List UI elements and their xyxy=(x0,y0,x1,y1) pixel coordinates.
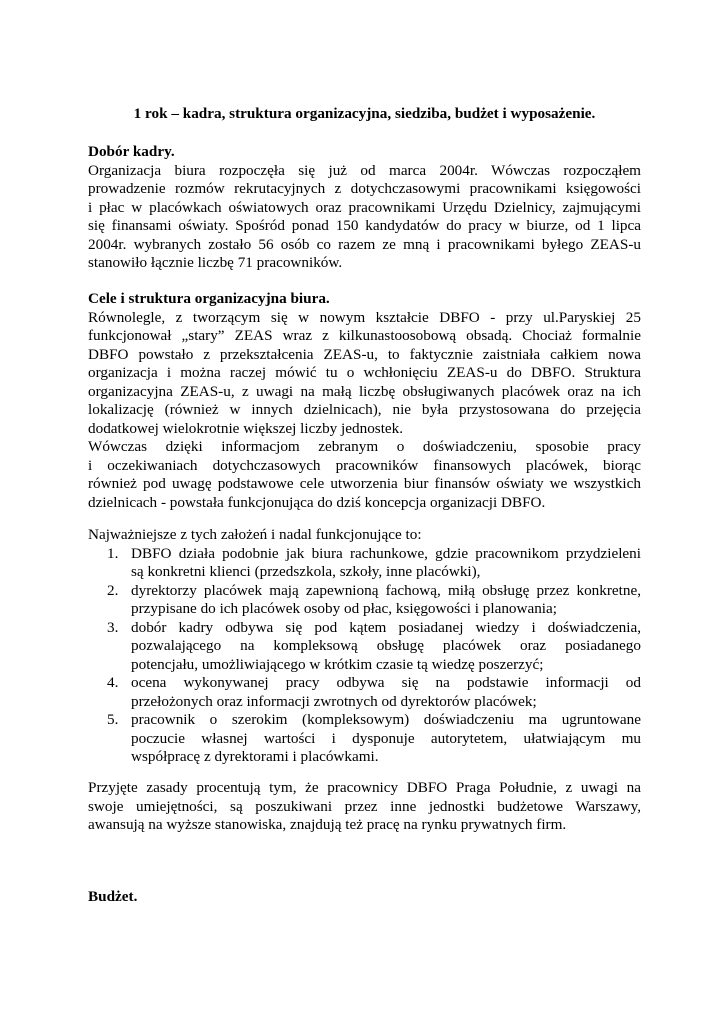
list-item-line: pozwalającego na kompleksową obsługę placówek oraz posiadanego xyxy=(131,637,641,654)
paragraph-line: dzielnicach - powstała funkcjonująca do dziś koncepcja organizacji DBFO. xyxy=(88,493,546,511)
paragraph-line: Przyjęte zasady procentują tym, że pracownicy DBFO Praga Południe, z uwagi na xyxy=(88,779,641,796)
list-item-line: potencjału, umożliwiającego w krótkim czasie tą wiedzę poszerzyć; xyxy=(131,655,544,673)
paragraph-line: DBFO powstało z przekształcenia ZEAS-u, to faktycznie zaistniała całkiem nowa xyxy=(88,345,641,363)
list-item xyxy=(88,619,641,675)
paragraph-line: dodatkowej wielokrotnie większej liczby jednostek. xyxy=(88,419,404,437)
paragraph-line: swoje umiejętności, są poszukiwani przez inne jednostki budżetowe Warszawy, xyxy=(88,797,641,815)
list-item-number: 3. xyxy=(107,618,119,636)
principles-section xyxy=(88,526,641,767)
list-item-number: 2. xyxy=(107,581,119,599)
list-item-line: pracownik o szerokim (kompleksowym) doświadczeniu ma ugruntowane xyxy=(131,711,641,728)
section-heading-budget: Budżet. xyxy=(88,888,138,905)
list-item-line: współpracę z dyrektorami i placówkami. xyxy=(131,748,379,765)
list-item-line: przełożonych oraz informacji zwrotnych od dyrektorów placówek; xyxy=(131,692,537,710)
list-item-number: 1. xyxy=(107,544,119,562)
list-item-line: przypisane do ich placówek osoby od płac, księgowości i planowania; xyxy=(131,600,557,617)
section-heading-structure: Cele i struktura organizacyjna biura. xyxy=(88,290,330,307)
paragraph-line: i oczekiwaniach dotychczasowych pracowników finansowych placówek, biorąc xyxy=(88,456,641,474)
list-item-line: DBFO działa podobnie jak biura rachunkowe, gdzie pracownikom przydzieleni xyxy=(131,544,641,562)
paragraph-line: lokalizację (również w innych dzielnicach), nie była przystosowana do przejęcia xyxy=(88,401,641,418)
paragraph-line: i płac w placówkach oświatowych oraz pracownikami Urzędu Dzielnicy, zajmującymi xyxy=(88,198,641,216)
list-item-number: 4. xyxy=(107,674,119,691)
list-item xyxy=(88,545,641,582)
paragraph-line: również pod uwagę podstawowe cele utworzenia biur finansów oświaty we wszystkich xyxy=(88,475,641,492)
section-recruitment xyxy=(88,143,641,273)
list-item-line: są konkretni klienci (przedszkola, szkoły, inne placówki), xyxy=(131,563,481,580)
paragraph-line: organizacja i można raczej mówić tu o wchłonięciu ZEAS-u do DBFO. Struktura xyxy=(88,364,641,381)
list-item xyxy=(88,582,641,619)
document-title: 1 rok – kadra, struktura organizacyjna, siedziba, budżet i wyposażenie. xyxy=(133,105,596,122)
conclusion-paragraph xyxy=(88,779,641,835)
paragraph-line: Organizacja biura rozpoczęła się już od marca 2004r. Wówczas rozpocząłem xyxy=(88,161,641,179)
section-budget xyxy=(88,888,641,907)
paragraph-line: awansują na wyższe stanowiska, znajdują też pracę na rynku prywatnych firm. xyxy=(88,816,567,833)
section-heading-recruitment: Dobór kadry. xyxy=(88,143,175,160)
paragraph-line: stanowiło łącznie liczbę 71 pracowników. xyxy=(88,254,343,271)
paragraph-line: 2004r. wybranych zostało 56 osób co razem ze mną i pracownikami byłego ZEAS-u xyxy=(88,235,641,253)
paragraph-line: Wówczas dzięki informacjom zebranym o doświadczeniu, sposobie pracy xyxy=(88,438,641,455)
list-item-line: ocena wykonywanej pracy odbywa się na podstawie informacji od xyxy=(131,674,641,691)
paragraph-line: prowadzenie rozmów rekrutacyjnych z dotychczasowymi pracownikami księgowości xyxy=(88,180,641,197)
list-item-line: poczucie własnej wartości i dysponuje autorytetem, ułatwiającym mu xyxy=(131,729,641,747)
list-item xyxy=(88,711,641,767)
list-item-line: dyrektorzy placówek mają zapewnioną fachową, miłą obsługę przez konkretne, xyxy=(131,581,641,599)
paragraph-line: funkcjonował „stary” ZEAS wraz z kilkunastoosobową obsadą. Chociaż formalnie xyxy=(88,327,641,344)
list-item-number: 5. xyxy=(107,711,119,728)
paragraph-line: się finansami oświaty. Spośród ponad 150 kandydatów do pracy w biurze, od 1 lipca xyxy=(88,217,641,234)
list-item-line: dobór kadry odbywa się pod kątem posiadanej wiedzy i doświadczenia, xyxy=(131,618,641,636)
paragraph-line: Równolegle, z tworzącym się w nowym kształcie DBFO - przy ul.Paryskiej 25 xyxy=(88,308,641,326)
list-item xyxy=(88,674,641,711)
principles-intro: Najważniejsze z tych założeń i nadal funkcjonujące to: xyxy=(88,526,422,543)
section-structure xyxy=(88,290,641,512)
paragraph-line: organizacyjna ZEAS-u, z uwagi na małą liczbę obsługiwanych placówek oraz na ich xyxy=(88,382,641,400)
